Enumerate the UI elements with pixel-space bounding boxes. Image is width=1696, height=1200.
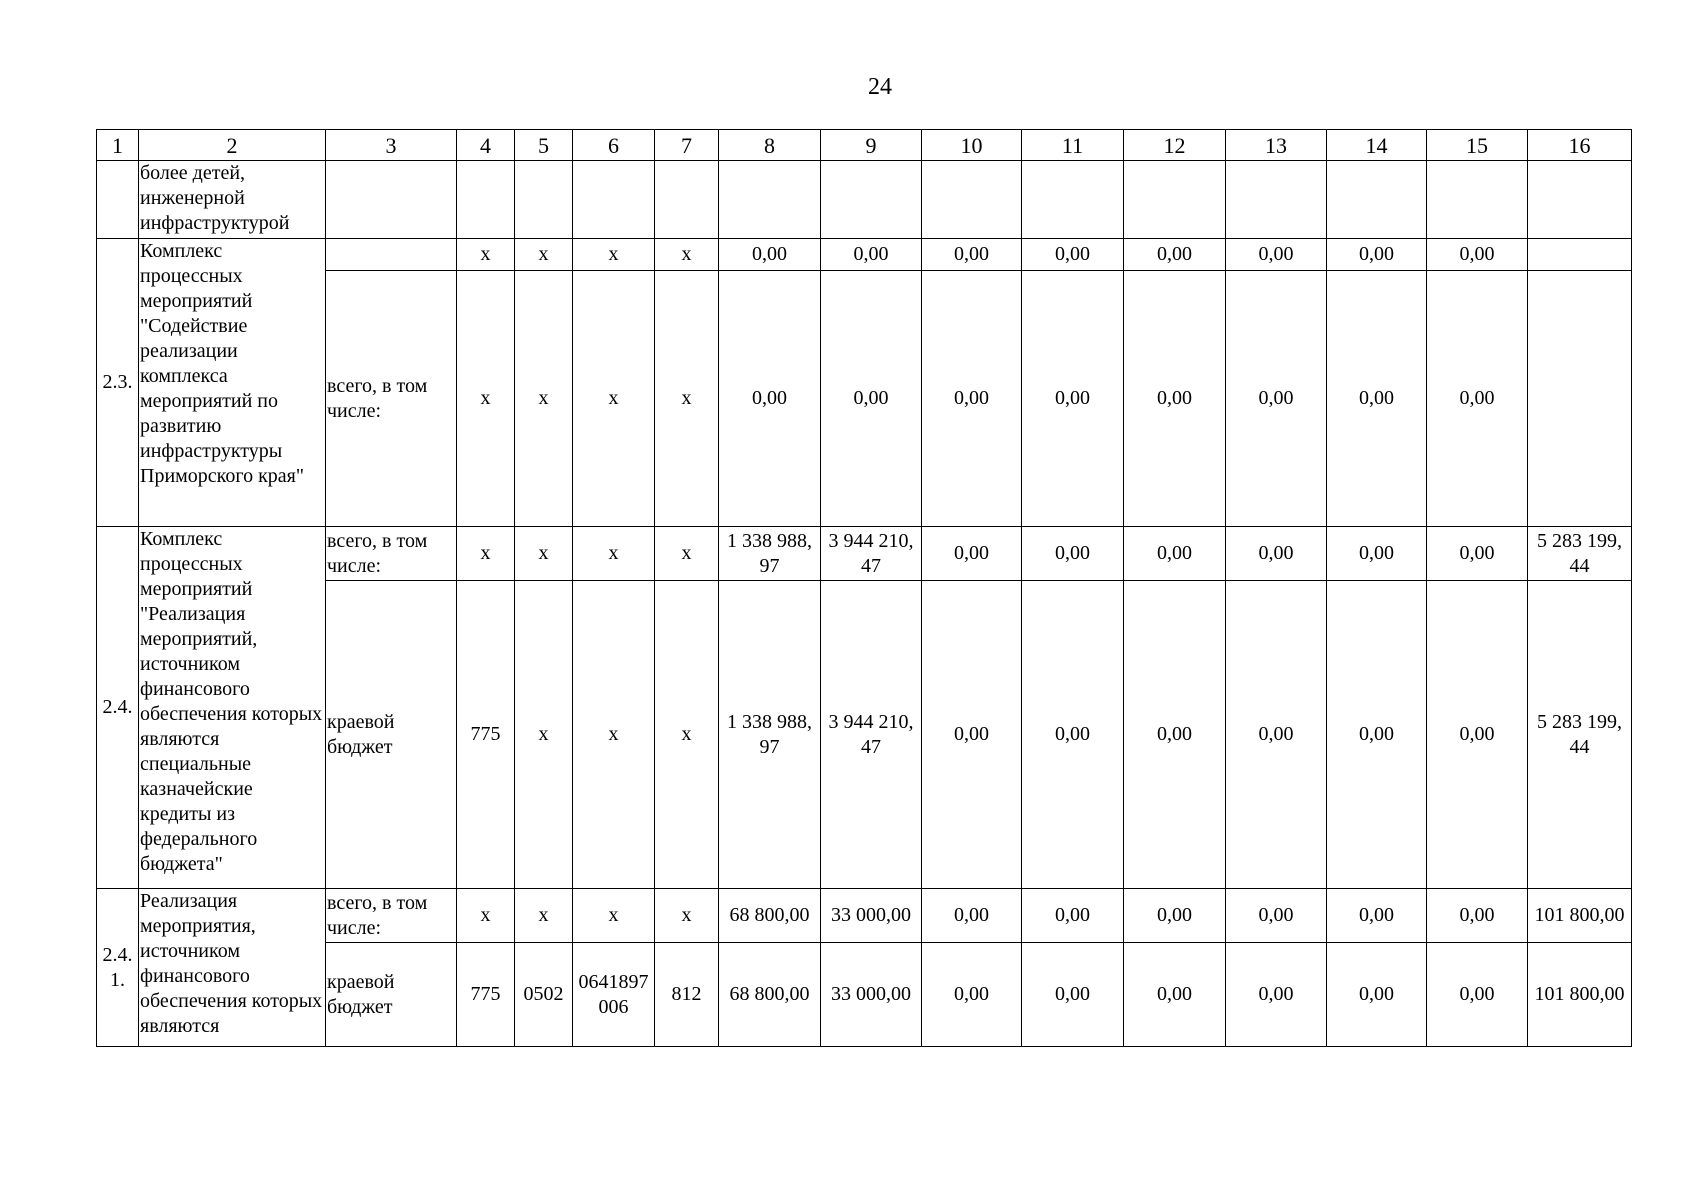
cell: 0,00	[1022, 581, 1124, 889]
table-row-2-4-budget	[97, 581, 1632, 889]
table-row-2-3-top	[97, 239, 1632, 271]
cell: 101 800,00	[1528, 943, 1632, 1047]
cell: x	[515, 239, 573, 271]
header-row	[97, 130, 1632, 161]
cell: 0,00	[1327, 943, 1427, 1047]
cell	[1124, 161, 1226, 239]
cell: x	[655, 527, 719, 581]
cell: 812	[655, 943, 719, 1047]
cell: 0,00	[1226, 943, 1327, 1047]
cell: 101 800,00	[1528, 889, 1632, 943]
cell: 0,00	[1427, 527, 1528, 581]
cell: x	[573, 271, 655, 527]
source-cell	[326, 239, 457, 271]
cell	[655, 161, 719, 239]
source-cell: всего, в том числе:	[326, 271, 457, 527]
cell: 5 283 199, 44	[1528, 581, 1632, 889]
cell: 0,00	[1327, 239, 1427, 271]
table-row-2-3	[97, 271, 1632, 527]
cell: 0,00	[1226, 271, 1327, 527]
cell	[719, 161, 821, 239]
row-name-cell: Комплекс процессных мероприятий "Содействие реализации комплекса мероприятий по развитию инфраструктуры Приморского края"	[139, 239, 326, 527]
row-name-cell: Комплекс процессных мероприятий "Реализация мероприятий, источником финансового обеспечения которых являются специальные казначейские кредиты из федерального бюджета"	[139, 527, 326, 889]
cell: x	[655, 581, 719, 889]
cell	[515, 161, 573, 239]
cell: 0,00	[1427, 271, 1528, 527]
cell: x	[573, 581, 655, 889]
cell: 0,00	[1124, 943, 1226, 1047]
row-number-cell: 2.4. 1.	[97, 889, 139, 1047]
cell	[1528, 239, 1632, 271]
cell: 33 000,00	[821, 889, 922, 943]
cell: 0,00	[1226, 889, 1327, 943]
cell: 68 800,00	[719, 889, 821, 943]
table-row-2-4-1-total	[97, 889, 1632, 943]
cell	[1427, 161, 1528, 239]
col-header: 10	[922, 130, 1022, 161]
row-name-cell: более детей, инженерной инфраструктурой	[139, 161, 326, 239]
col-header: 15	[1427, 130, 1528, 161]
row-number-cell: 2.4.	[97, 527, 139, 889]
source-cell: краевой бюджет	[326, 581, 457, 889]
source-cell: всего, в том числе:	[326, 527, 457, 581]
cell: 0,00	[1124, 527, 1226, 581]
cell: x	[457, 527, 515, 581]
col-header: 9	[821, 130, 922, 161]
col-header: 5	[515, 130, 573, 161]
cell: 68 800,00	[719, 943, 821, 1047]
cell: 0,00	[1427, 581, 1528, 889]
cell	[922, 161, 1022, 239]
cell	[1226, 161, 1327, 239]
cell: 0,00	[922, 581, 1022, 889]
cell: 0,00	[1427, 239, 1528, 271]
col-header: 7	[655, 130, 719, 161]
cell	[573, 161, 655, 239]
col-header: 4	[457, 130, 515, 161]
cell: x	[573, 889, 655, 943]
row-number-cell: 2.3.	[97, 239, 139, 527]
cell: 0,00	[1022, 943, 1124, 1047]
col-header: 6	[573, 130, 655, 161]
table-row-2-4-1-budget	[97, 943, 1632, 1047]
cell: 0,00	[1022, 271, 1124, 527]
cell: 0,00	[1022, 239, 1124, 271]
cell: 3 944 210, 47	[821, 527, 922, 581]
col-header: 8	[719, 130, 821, 161]
cell	[457, 161, 515, 239]
cell: 0,00	[1022, 527, 1124, 581]
cell: 0641897 006	[573, 943, 655, 1047]
cell: 0,00	[1124, 889, 1226, 943]
cell: 775	[457, 943, 515, 1047]
cell: x	[573, 239, 655, 271]
cell: 1 338 988, 97	[719, 527, 821, 581]
page-number: 24	[868, 74, 892, 100]
cell: 0,00	[1327, 581, 1427, 889]
cell: 0,00	[922, 527, 1022, 581]
budget-table	[96, 129, 1632, 1047]
col-header: 14	[1327, 130, 1427, 161]
cell: x	[457, 239, 515, 271]
cell: x	[515, 271, 573, 527]
cell: x	[515, 581, 573, 889]
table-row-2-4-total	[97, 527, 1632, 581]
cell: 0,00	[922, 889, 1022, 943]
cell: 0,00	[821, 239, 922, 271]
cell: x	[573, 527, 655, 581]
cell: x	[457, 889, 515, 943]
row-name-cell: Реализация мероприятия, источником финансового обеспечения которых являются	[139, 889, 326, 1047]
table-row-continuation	[97, 161, 1632, 239]
cell: x	[515, 527, 573, 581]
cell: 0,00	[1427, 943, 1528, 1047]
cell: 0,00	[1327, 527, 1427, 581]
cell: x	[515, 889, 573, 943]
col-header: 3	[326, 130, 457, 161]
col-header: 11	[1022, 130, 1124, 161]
cell: 0,00	[1124, 239, 1226, 271]
col-header: 16	[1528, 130, 1632, 161]
cell: 1 338 988, 97	[719, 581, 821, 889]
row-number-cell	[97, 161, 139, 239]
cell: 0,00	[1022, 889, 1124, 943]
cell: 3 944 210, 47	[821, 581, 922, 889]
cell: 0,00	[922, 943, 1022, 1047]
cell: 0502	[515, 943, 573, 1047]
cell: 0,00	[1327, 889, 1427, 943]
cell: 0,00	[821, 271, 922, 527]
cell: 0,00	[1226, 527, 1327, 581]
cell: 0,00	[922, 239, 1022, 271]
col-header: 2	[139, 130, 326, 161]
cell: 0,00	[1226, 239, 1327, 271]
cell: 0,00	[922, 271, 1022, 527]
cell	[1327, 161, 1427, 239]
cell: 0,00	[1124, 271, 1226, 527]
cell	[326, 161, 457, 239]
cell: 0,00	[1427, 889, 1528, 943]
cell: 0,00	[719, 271, 821, 527]
cell: x	[655, 239, 719, 271]
cell: 5 283 199, 44	[1528, 527, 1632, 581]
cell	[1528, 271, 1632, 527]
cell	[1528, 161, 1632, 239]
col-header: 12	[1124, 130, 1226, 161]
cell	[1022, 161, 1124, 239]
cell: x	[655, 889, 719, 943]
cell: 0,00	[1327, 271, 1427, 527]
col-header: 1	[97, 130, 139, 161]
cell: 0,00	[1124, 581, 1226, 889]
col-header: 13	[1226, 130, 1327, 161]
cell: x	[457, 271, 515, 527]
source-cell: краевой бюджет	[326, 943, 457, 1047]
cell: 0,00	[719, 239, 821, 271]
cell: 33 000,00	[821, 943, 922, 1047]
cell	[821, 161, 922, 239]
cell: 775	[457, 581, 515, 889]
source-cell: всего, в том числе:	[326, 889, 457, 943]
cell: 0,00	[1226, 581, 1327, 889]
cell: x	[655, 271, 719, 527]
